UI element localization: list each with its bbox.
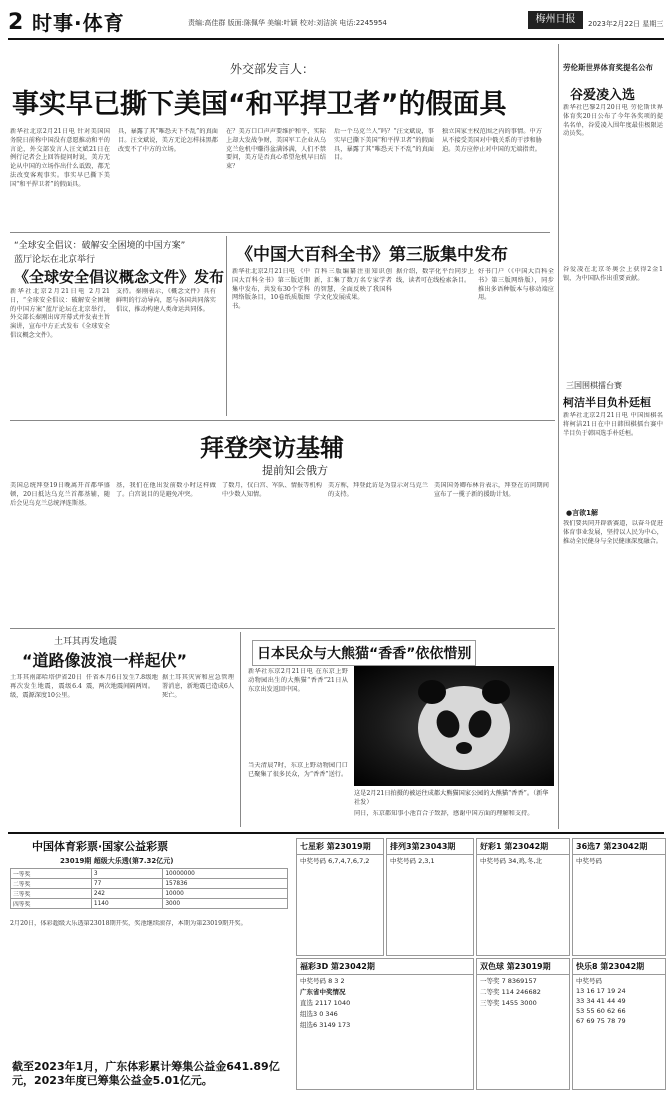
lottery-cell: 10000 xyxy=(163,889,288,899)
story6-col-1: 新华社东京2月21日电 在东京上野动物园出生的大熊猫“香香”21日从东京出发返回中国。 xyxy=(248,668,348,693)
sidebar-mini-body: 新华社北京2月21日电 中国围棋名将柯洁21日在中日韩围棋擂台赛中半目负于韩国选手朴廷桓。 xyxy=(563,412,663,437)
issue-date: 2023年2月22日 星期三 xyxy=(588,20,664,28)
story4-col-5: 美国国务卿布林肯表示，拜登在访问期间宣布了一揽子新的援助计划。 xyxy=(434,482,549,498)
story1-col-5: 独立国家主权范围之内的事情。中方从不接受美国对中俄关系的干涉和胁迫。美方应停止对中国的无端指责。 xyxy=(442,128,542,153)
story4-col-1: 美国总统拜登19日晚离开首都华盛顿，20日抵达乌克兰首都基辅，随后会见乌克兰总统泽连斯基。 xyxy=(10,482,110,507)
story1-col-4: 后一个乌克兰人”吗？“汪文斌说，事实早已撕下美国“和平捍卫者”的假面具，暴露了其“唯恐天下不乱”的真面目。 xyxy=(334,128,434,162)
sidebar-headline: 谷爱凌入选 xyxy=(570,88,636,103)
story2-pre2: 蓝厅论坛在北京举行 xyxy=(14,255,96,265)
story5-col-3: 据土耳其灾害和应急管理署消息，新地震已造成6人死亡。 xyxy=(162,674,234,699)
story1-headline: 事实早已撕下美国“和平捍卫者”的假面具 xyxy=(12,89,507,120)
lottery-cell: 157836 xyxy=(163,879,288,889)
prize-row: 二等奖 114 246682 xyxy=(480,988,541,996)
prize-row: 33 34 41 44 49 xyxy=(576,997,626,1005)
story4-col-2: 基，我们在他出发前数小时这样做了。白宫说目的是避免冲突。 xyxy=(116,482,216,498)
editor-credits: 责编:高佳群 版面:陈佩华 美编:叶颖 校对:刘洁滨 电话:2245954 xyxy=(188,19,387,27)
lottery-cell: 一等奖 xyxy=(11,869,92,879)
lottery-cell: 四等奖 xyxy=(11,899,92,909)
ssq-box: 双色球 第23019期 一等奖 7 8369157 二等奖 114 246682 三等奖 1455 3000 xyxy=(476,958,570,1090)
pl3-box: 排列3第23043期 中奖号码 2,3,1 xyxy=(386,838,474,956)
lottery-footer: 截至2023年1月，广东体彩累计筹集公益金641.89亿元，2023年度已筹集公益金5.01亿元。 xyxy=(12,1060,280,1087)
sidebar-body-1: 新华社巴黎2月20日电 劳伦斯世界体育奖20日公布了今年各奖项的提名名单，谷爱凌入围年度最佳极限运动员奖。 xyxy=(563,104,663,138)
section-title: 时事·体育 xyxy=(32,11,125,35)
lottery-row xyxy=(11,879,288,889)
prize-row: 53 55 60 62 66 xyxy=(576,1007,626,1015)
story2-col-1: 新华社北京2月21日电 2月21日，“全球安全倡议：破解安全困境的中国方案”蓝厅论坛在北京举行，外交部长秦刚出席开幕式并发表主旨演讲，宣布中方正式发布《全球安全倡议概念文件》。 xyxy=(10,288,110,339)
prize-row: 组选3 0 346 xyxy=(300,1010,338,1018)
story5-pre: 土耳其再发地震 xyxy=(54,637,118,647)
story1-kicker: 外交部发言人： xyxy=(230,62,315,76)
qlc-box: 七星彩 第23019期 中奖号码 6,7,4,7,6,7,2 xyxy=(296,838,384,956)
divider xyxy=(10,420,555,421)
sidebar-mini-kicker: 三国围棋擂台赛 xyxy=(566,381,622,390)
photo-caption: 这是2月21日拍摄的被运往成都大熊猫国家公园的大熊猫“香香”。（新华社发） xyxy=(354,790,549,806)
story2-headline: 《全球安全倡议概念文件》发布 xyxy=(14,268,225,286)
prize-row: 三等奖 1455 3000 xyxy=(480,999,537,1007)
lottery-body: 2月20日，体彩超级大乐透第23018期开奖，奖池继续滚存，本期为第23019期开奖。 xyxy=(10,920,247,927)
divider xyxy=(226,236,227,416)
prize-row: 直选 2117 1040 xyxy=(300,999,351,1007)
divider xyxy=(10,628,555,629)
lottery-cell: 77 xyxy=(91,879,162,889)
masthead xyxy=(8,8,664,40)
story3-headline: 《中国大百科全书》第三版集中发布 xyxy=(236,245,508,265)
story4-col-4: 美方称，拜登此访是为显示对乌克兰的支持。 xyxy=(328,482,428,498)
sidebar-body-2: 谷爱凌在北京冬奥会上获得2金1银，为中国队作出重要贡献。 xyxy=(563,266,663,282)
lottery-cell: 10000000 xyxy=(163,869,288,879)
comment-body: 我们要共同开辟新赛道，以奋斗促进体育事业发展，坚持以人民为中心，推动全民健身与全民健康深度融合。 xyxy=(563,520,663,545)
prize-row: 一等奖 7 8369157 xyxy=(480,977,537,985)
panda-icon xyxy=(354,666,554,786)
lottery-cell: 3000 xyxy=(163,899,288,909)
hc1-box: 好彩1 第23042期 中奖号码 34,鸡,冬,北 xyxy=(476,838,570,956)
story3-col-4: 好书门户（《中国大百科全书》第三版网络版），同步推出多语种版本与移动端应用。 xyxy=(478,268,554,302)
story3-col-1: 新华社北京2月21日电 《中国大百科全书》第三版近期集中发布，共发布30个学科网络版条目，10卷纸质版图书。 xyxy=(232,268,310,311)
lottery-cell: 二等奖 xyxy=(11,879,92,889)
story2-col-2: 支持。秦刚表示，《概念文件》具有鲜明的行动导向，愿与各国共同落实倡议，推动构建人类命运共同体。 xyxy=(116,288,216,313)
divider xyxy=(240,632,241,827)
prize-row: 13 16 17 19 24 xyxy=(576,987,626,995)
page-number: 2 xyxy=(8,10,24,35)
fc3d-box: 福彩3D 第23042期 中奖号码 8 3 2 广东省中奖情况 直选 2117 1040 组选3 0 346 组选6 3149 173 xyxy=(296,958,474,1090)
divider xyxy=(8,832,664,834)
sidebar-mini-headline: 柯洁半目负朴廷桓 xyxy=(563,396,651,409)
story3-col-2: 百科三版编纂注重知识创新，汇集了数万名专家学者的智慧，全面反映了我国科学文化发展成果。 xyxy=(314,268,392,302)
story4-sub: 提前知会俄方 xyxy=(262,464,328,477)
divider xyxy=(558,44,559,829)
story6-col-3: 同日，东京都知事小池百合子致辞，感谢中国方面的理解和支持。 xyxy=(354,810,534,817)
story5-headline: “道路像波浪一样起伏” xyxy=(22,651,188,670)
story1-col-1: 新华社北京2月21日电 针对美国国务院日前称中国没有意愿推动和平的言论，外交部发言人汪文斌21日在例行记者会上回答提问时说，美方无论从中国的立场作出什么诋毁，都无法改变客观事实。事实早已撕下美国“和平捍卫者”的假面具。 xyxy=(10,128,110,188)
sidebar-kicker: 劳伦斯世界体育奖提名公布 xyxy=(563,63,653,72)
lottery-cell: 三等奖 xyxy=(11,889,92,899)
lottery-table xyxy=(10,868,288,909)
story1-col-3: 在？美方口口声声要维护和平，实际上却大发战争财，美国军工企业从乌克兰危机中赚得盆满钵满，人们不禁要问，美方是否真心希望危机早日结束？ xyxy=(226,128,326,171)
c36-box: 36选7 第23042期 中奖号码 xyxy=(572,838,666,956)
story2-pre: “全球安全倡议：破解安全困境的中国方案” xyxy=(14,241,186,251)
story6-headline: 日本民众与大熊猫“香香”依依惜别 xyxy=(252,640,476,666)
divider xyxy=(10,232,550,233)
comment-title: ●言欲1解 xyxy=(566,509,598,517)
story3-col-3: 据介绍，数字化平台同步上线，读者可在线检索条目。 xyxy=(396,268,474,284)
lottery-cell: 3 xyxy=(91,869,162,879)
story4-col-3: 了数月，仅白宫、军队、情报等机构中少数人知情。 xyxy=(222,482,322,498)
story6-col-2: 当天清晨7时，东京上野动物园门口已聚集了很多民众，为“香香”送行。 xyxy=(248,762,348,778)
lottery-cell: 242 xyxy=(91,889,162,899)
lottery-row xyxy=(11,899,288,909)
lottery-subtitle: 23019期 超级大乐透(第7.32亿元) xyxy=(60,857,174,865)
lottery-title: 中国体育彩票·国家公益彩票 xyxy=(32,840,169,853)
panda-photo xyxy=(354,666,554,786)
prize-row: 67 69 75 78 79 xyxy=(576,1017,626,1025)
story5-col-2: 仟省本月6日发生7.8级地震，两次地震间隔两周。 xyxy=(86,674,158,690)
lottery-cell: 1140 xyxy=(91,899,162,909)
story1-col-2: 具，暴露了其“唯恐天下不乱”的真面目。汪文斌说，美方无论怎样抹黑都改变不了中方的立场。 xyxy=(118,128,218,153)
prize-row: 组选6 3149 173 xyxy=(300,1021,351,1029)
story4-headline: 拜登突访基辅 xyxy=(200,434,344,462)
kl8-box: 快乐8 第23042期 中奖号码 13 16 17 19 24 33 34 41 44 49 53 55 60 62 66 67 69 75 78 79 xyxy=(572,958,666,1090)
story5-col-1: 土耳其南部哈塔伊省20日再次发生地震，震级6.4级，震源深度10公里。 xyxy=(10,674,82,699)
lottery-row xyxy=(11,889,288,899)
lottery-row xyxy=(11,869,288,879)
newspaper-logo: 梅州日报 xyxy=(528,11,583,29)
